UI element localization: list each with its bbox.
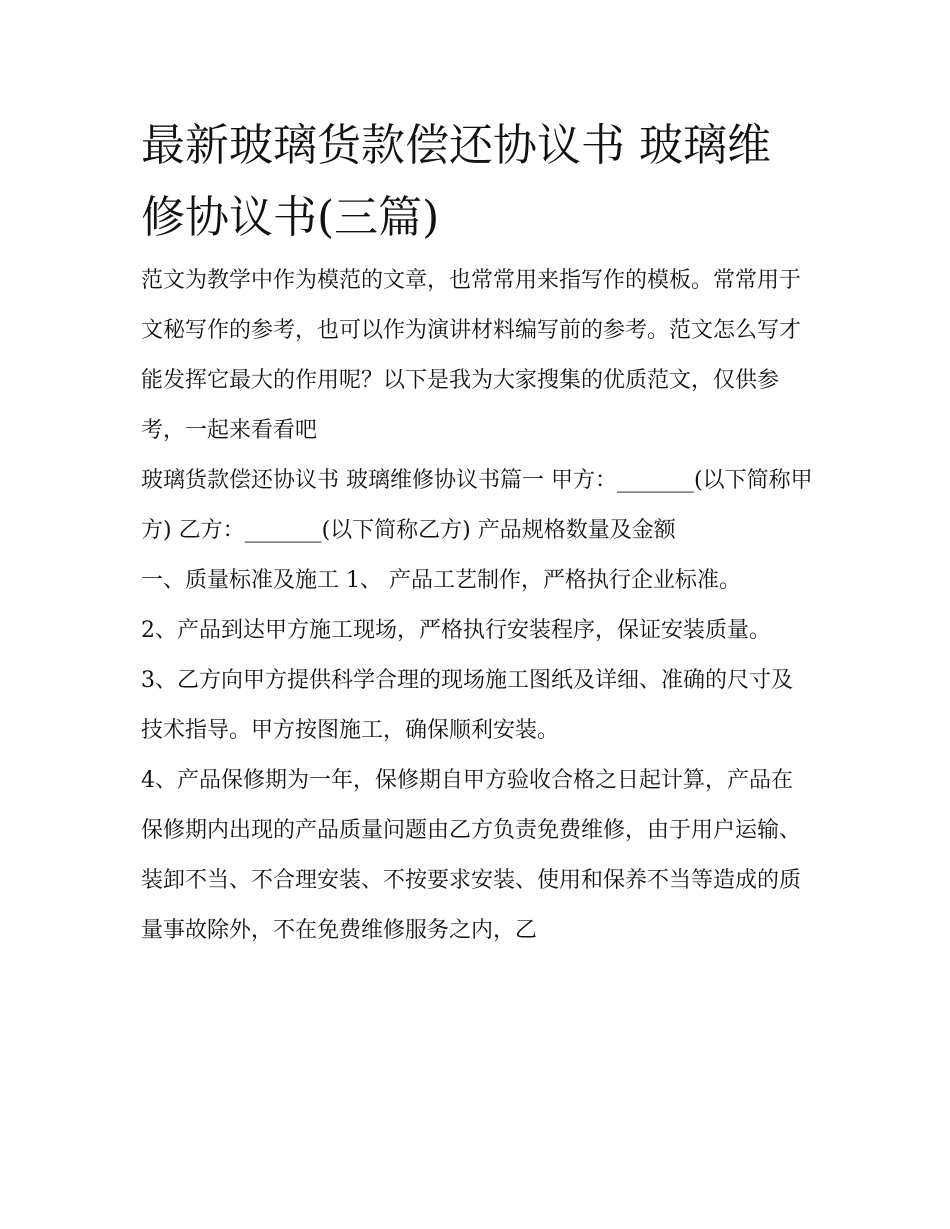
clause-drawings: 3、乙方向甲方提供科学合理的现场施工图纸及详细、准确的尺寸及技术指导。甲方按图施工，确保顺利安装。 <box>141 668 793 743</box>
clause-installation: 2、产品到达甲方施工现场，严格执行安装程序，保证安装质量。 <box>141 618 771 643</box>
document-body <box>141 110 813 956</box>
parties-paragraph: 玻璃货款偿还协议书 玻璃维修协议书篇一 甲方：_______(以下简称甲方) 乙方：_______(以下简称乙方) 产品规格数量及金额 <box>141 468 813 543</box>
intro-paragraph: 范文为教学中作为模范的文章，也常常用来指写作的模板。常常用于文秘写作的参考，也可以作为演讲材料编写前的参考。范文怎么写才能发挥它最大的作用呢？以下是我为大家搜集的优质范文，仅供参考，一起来看看吧 <box>141 268 802 443</box>
document-title: 最新玻璃货款偿还协议书 玻璃维修协议书(三篇) <box>141 120 771 243</box>
clause-warranty: 4、产品保修期为一年，保修期自甲方验收合格之日起计算，产品在保修期内出现的产品质量问题由乙方负责免费维修，由于用户运输、装卸不当、不合理安装、不按要求安装、使用和保养不当等造成的质量事故除外，不在免费维修服务之内，乙 <box>141 768 802 943</box>
clause-quality-standard: 一、质量标准及施工 1、 产品工艺制作，严格执行企业标准。 <box>141 568 741 593</box>
